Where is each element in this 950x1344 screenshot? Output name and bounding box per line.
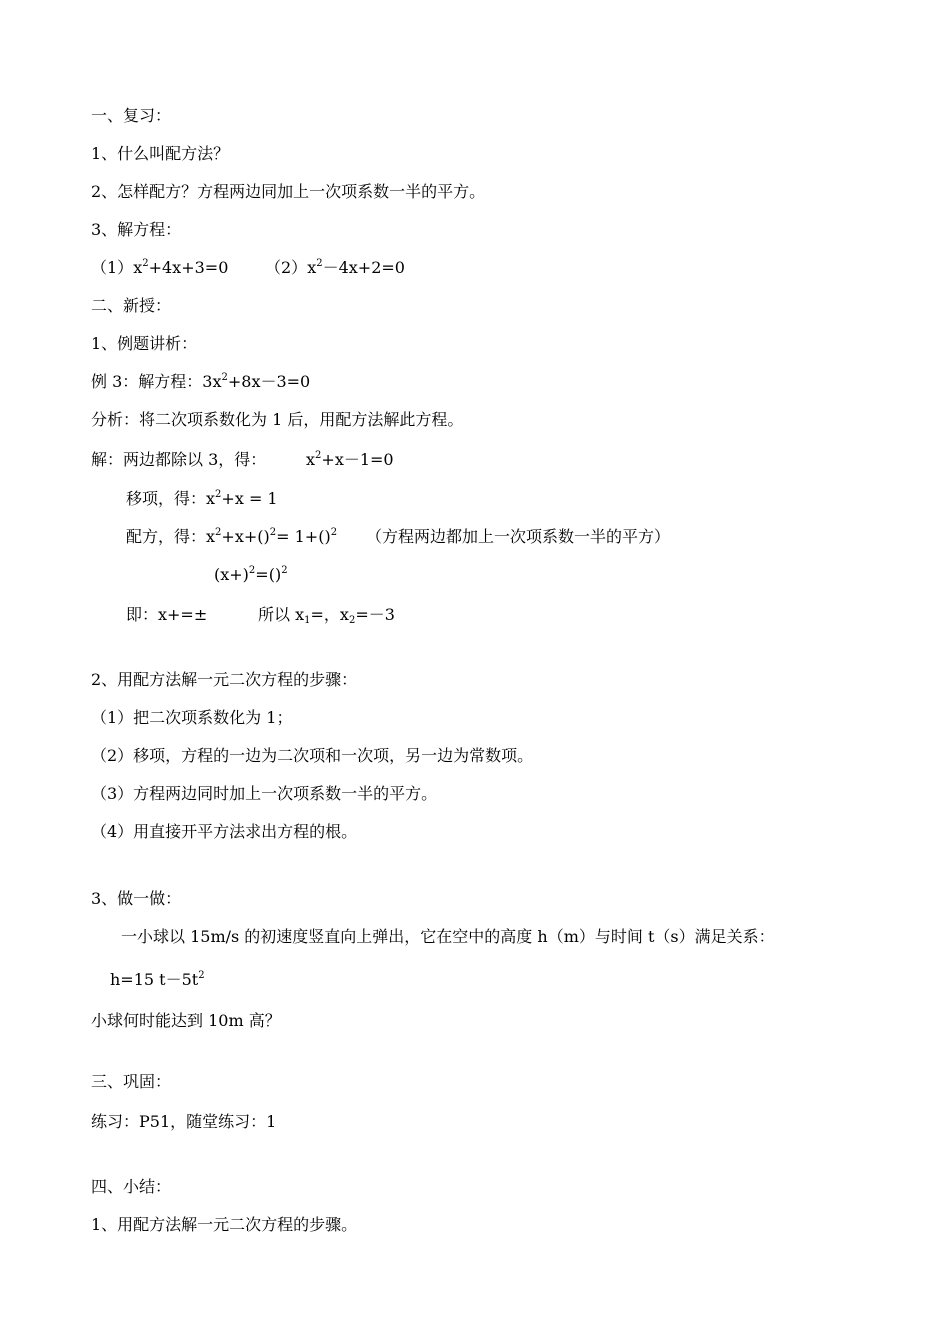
review-heading: 一、复习： bbox=[91, 106, 172, 125]
step-3: （3）方程两边同时加上一次项系数一半的平方。 bbox=[91, 784, 438, 803]
try-text: 一小球以 15m/s 的初速度竖直向上弹出，它在空中的高度 h（m）与时间 t（s）满足关系： bbox=[121, 927, 775, 946]
try-formula: h=15 $t-5t^2$ bbox=[110, 970, 205, 989]
review-question-3: 3、解方程： bbox=[91, 220, 182, 239]
solution-equation: $x^2+x-1=0$ bbox=[306, 450, 394, 469]
square-form-line: $(x+)^2=()^2$ bbox=[214, 565, 288, 584]
review-equation-2: $(2)x^2-4x+2=0$ bbox=[265, 258, 405, 277]
move-terms-line: 移项，得：$x^2+x = 1$ bbox=[126, 489, 278, 508]
example-intro: 1、例题讲析： bbox=[91, 334, 198, 353]
try-heading: 3、做一做： bbox=[91, 889, 182, 908]
summary-item-1: 1、用配方法解一元二次方程的步骤。 bbox=[91, 1215, 358, 1234]
example-3: 例 3：解方程：$3x^2+8x-3=0$ bbox=[91, 372, 311, 391]
review-equation-1: $(1)x^2+4x+3=0$ bbox=[91, 258, 229, 277]
steps-heading: 2、用配方法解一元二次方程的步骤： bbox=[91, 670, 358, 689]
analysis-text: 分析：将二次项系数化为 1 后，用配方法解此方程。 bbox=[91, 410, 464, 429]
new-lesson-heading: 二、新授： bbox=[91, 296, 172, 315]
review-question-1: 1、什么叫配方法？ bbox=[91, 144, 230, 163]
review-question-2: 2、怎样配方？方程两边同加上一次项系数一半的平方。 bbox=[91, 182, 486, 201]
exercise-line: 练习：P51，随堂练习：1 bbox=[91, 1112, 277, 1131]
complete-square-note: （方程两边都加上一次项系数一半的平方） bbox=[366, 527, 671, 546]
step-4: （4）用直接开平方法求出方程的根。 bbox=[91, 822, 358, 841]
consolidate-heading: 三、巩固： bbox=[91, 1072, 172, 1091]
try-question: 小球何时能达到 10m 高？ bbox=[91, 1011, 281, 1030]
step-2: （2）移项，方程的一边为二次项和一次项，另一边为常数项。 bbox=[91, 746, 534, 765]
step-1: （1）把二次项系数化为 1； bbox=[91, 708, 293, 727]
complete-square-line: 配方，得：$x^2+x+()^2= 1+()^2$ bbox=[126, 527, 338, 546]
root-line: 即：x+=± bbox=[126, 605, 208, 624]
summary-heading: 四、小结： bbox=[91, 1177, 172, 1196]
solution-line: 解：两边都除以 3，得： bbox=[91, 450, 267, 469]
root-values: 所以 $x_1=$，$x_2=-3$ bbox=[258, 605, 395, 626]
